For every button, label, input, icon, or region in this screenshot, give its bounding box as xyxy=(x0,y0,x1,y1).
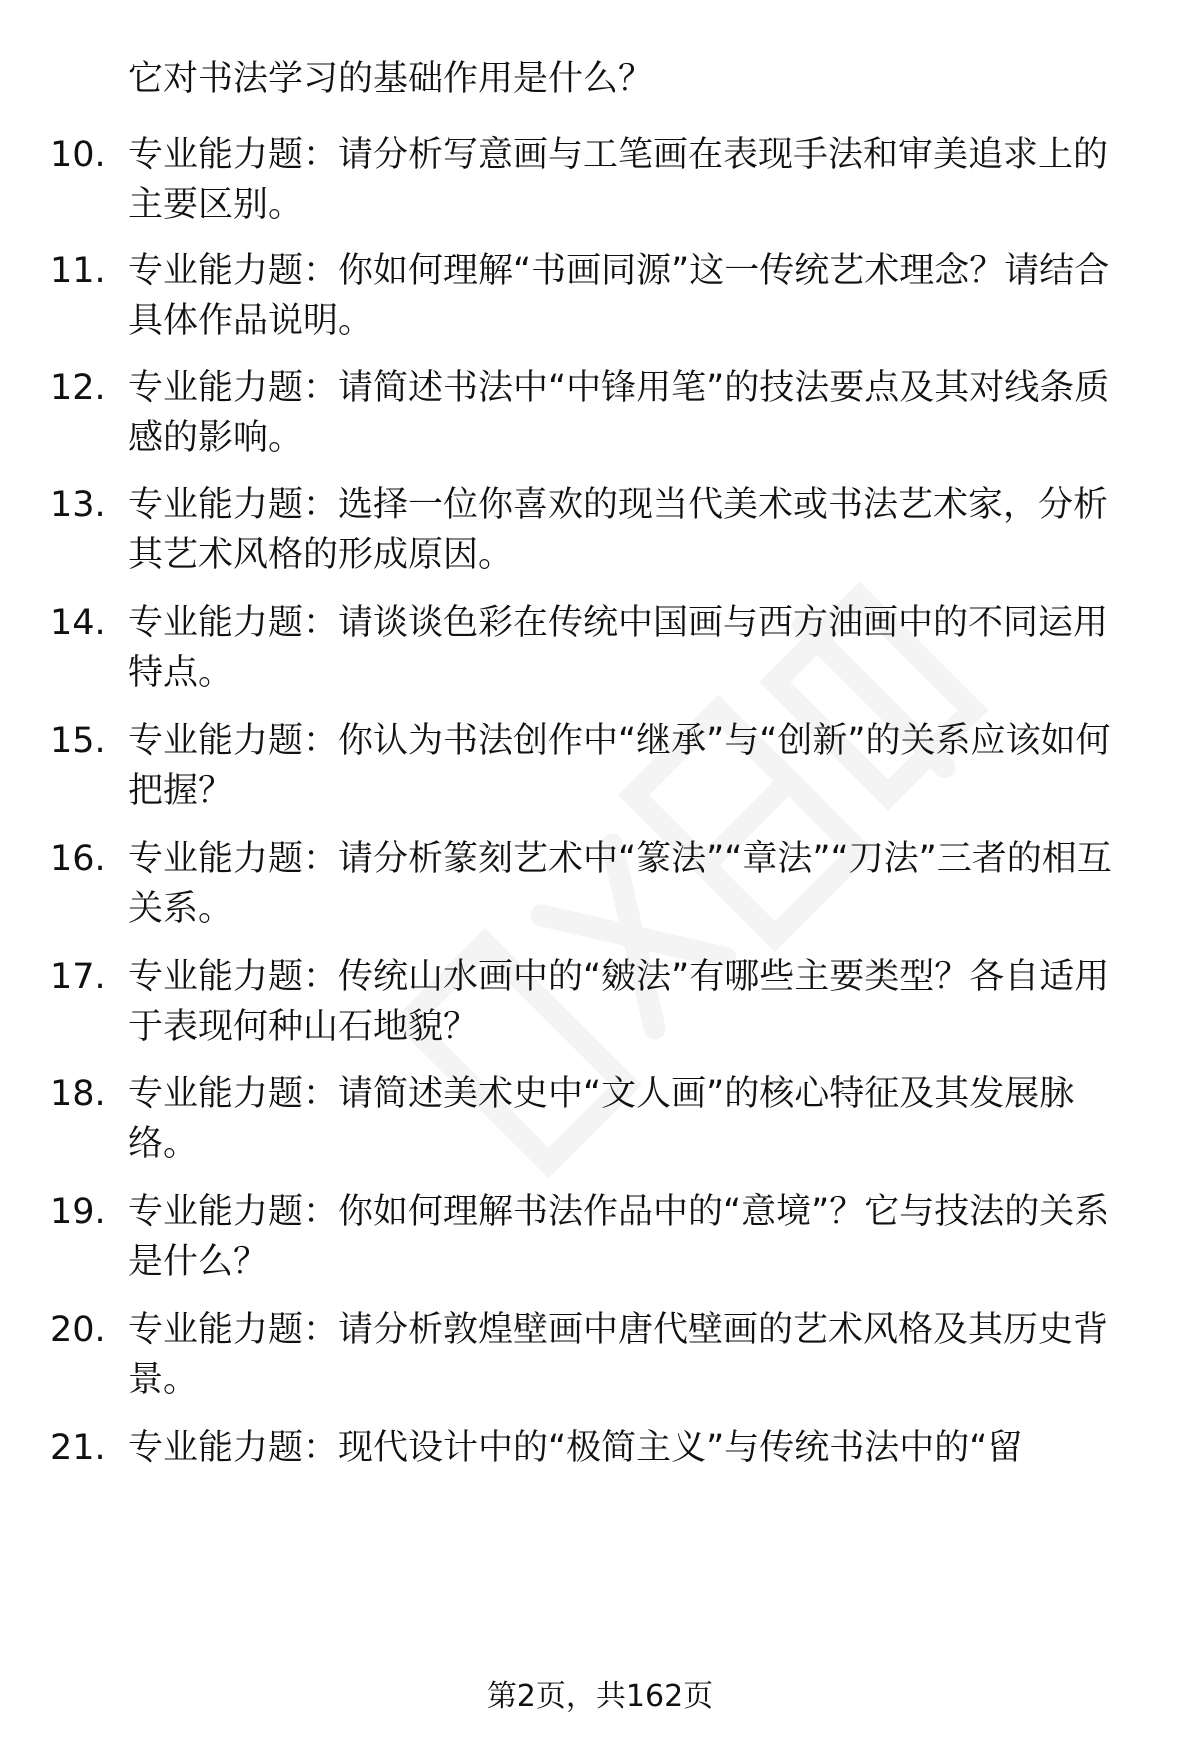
question-item-14 xyxy=(0,598,1200,708)
question-text: 专业能力题：你认为书法创作中“继承”与“创新”的关系应该如何把握？ xyxy=(128,721,1111,811)
question-number: 10. xyxy=(50,135,106,175)
question-number: 19. xyxy=(50,1192,106,1232)
question-item-11 xyxy=(0,246,1200,356)
question-text: 专业能力题：你如何理解书法作品中的“意境”？它与技法的关系是什么？ xyxy=(128,1192,1110,1282)
question-number: 13. xyxy=(50,485,106,525)
question-item-13 xyxy=(0,480,1200,590)
continuation-text: 它对书法学习的基础作用是什么？ xyxy=(128,59,654,99)
question-item-18 xyxy=(0,1069,1200,1179)
question-item-10 xyxy=(0,130,1200,240)
question-item-17 xyxy=(0,952,1200,1062)
question-item-21 xyxy=(0,1423,1200,1533)
page-footer: 第2页，共162页 xyxy=(486,1679,714,1714)
question-text: 专业能力题：传统山水画中的“皴法”有哪些主要类型？各自适用于表现何种山石地貌？ xyxy=(128,957,1110,1047)
question-item-15 xyxy=(0,716,1200,826)
question-number: 21. xyxy=(50,1428,106,1468)
question-text: 专业能力题：请简述书法中“中锋用笔”的技法要点及其对线条质感的影响。 xyxy=(128,368,1110,458)
question-text: 专业能力题：请简述美术史中“文人画”的核心特征及其发展脉络。 xyxy=(128,1074,1075,1164)
question-text: 专业能力题：请分析写意画与工笔画在表现手法和审美追求上的主要区别。 xyxy=(128,135,1109,225)
question-number: 16. xyxy=(50,839,106,879)
question-number: 18. xyxy=(50,1074,106,1114)
question-item-16 xyxy=(0,834,1200,944)
question-text: 专业能力题：请分析篆刻艺术中“篆法”“章法”“刀法”三者的相互关系。 xyxy=(128,839,1112,929)
question-text: 专业能力题：现代设计中的“极简主义”与传统书法中的“留 xyxy=(128,1428,1023,1468)
question-number: 20. xyxy=(50,1310,106,1350)
question-item-19 xyxy=(0,1187,1200,1297)
question-number: 12. xyxy=(50,368,106,408)
question-item-20 xyxy=(0,1305,1200,1415)
question-number: 15. xyxy=(50,721,106,761)
question-number: 17. xyxy=(50,957,106,997)
question-text: 专业能力题：你如何理解“书画同源”这一传统艺术理念？请结合具体作品说明。 xyxy=(128,251,1110,341)
question-item-12 xyxy=(0,363,1200,473)
question-number: 14. xyxy=(50,603,106,643)
question-text: 专业能力题：选择一位你喜欢的现当代美术或书法艺术家，分析其艺术风格的形成原因。 xyxy=(128,485,1109,575)
question-number: 11. xyxy=(50,251,106,291)
question-text: 专业能力题：请谈谈色彩在传统中国画与西方油画中的不同运用特点。 xyxy=(128,603,1109,693)
question-text: 专业能力题：请分析敦煌壁画中唐代壁画的艺术风格及其历史背景。 xyxy=(128,1310,1109,1400)
